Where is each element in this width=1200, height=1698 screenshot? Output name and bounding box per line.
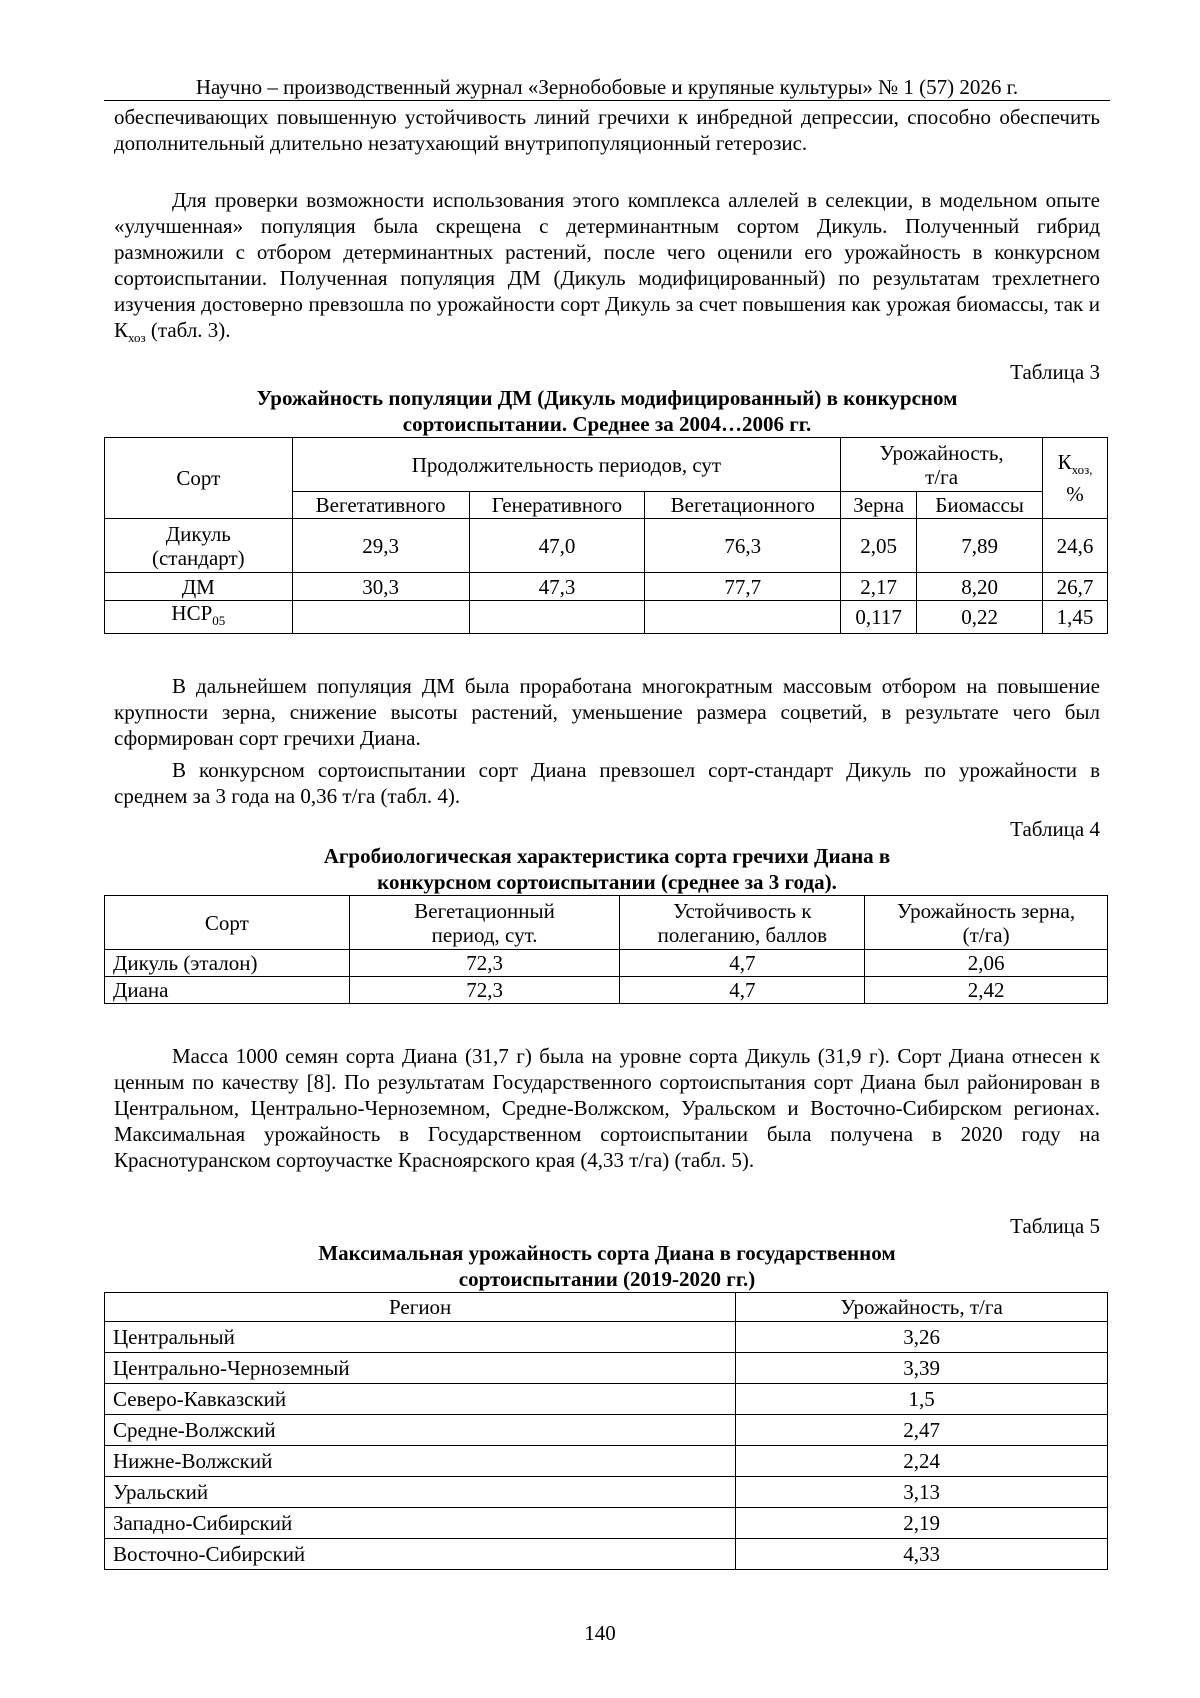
table-row [105, 977, 1108, 1004]
table-row [105, 519, 1108, 573]
cell-grain: 0,117 [841, 601, 917, 634]
table4-header-yield [865, 896, 1108, 950]
table4-caption: Таблица 4 [1010, 817, 1100, 841]
cell-region: Западно-Сибирский [105, 1508, 736, 1539]
table3-caption: Таблица 3 [1010, 360, 1100, 384]
header-line: Вегетационный [414, 898, 555, 923]
cell-region: Нижне-Волжский [105, 1446, 736, 1477]
table3-title [104, 385, 1110, 437]
table-row [105, 573, 1108, 601]
table3-header-periods: Продолжительность периодов, сут [292, 438, 841, 492]
cell-biomass: 7,89 [917, 519, 1043, 573]
cell-region: Центрально-Черноземный [105, 1353, 736, 1384]
header-line: Устойчивость к [673, 898, 812, 923]
cell-yield: 2,19 [736, 1508, 1108, 1539]
header-line: период, сут. [431, 922, 538, 947]
table5-caption: Таблица 5 [1010, 1214, 1100, 1238]
table-row [105, 1384, 1108, 1415]
cell-k: 26,7 [1043, 573, 1108, 601]
cell-period: 72,3 [349, 950, 620, 977]
cell-biomass: 8,20 [917, 573, 1043, 601]
table-row [105, 1539, 1108, 1570]
sort-name: Дикуль [165, 521, 231, 546]
table-row [105, 1353, 1108, 1384]
cell-yield: 3,39 [736, 1353, 1108, 1384]
table3-header-yield-line1: Урожайность, [879, 440, 1004, 465]
paragraph-hybrid-test [114, 187, 1100, 351]
k-sub: хоз, [1071, 462, 1093, 478]
table-row [105, 1322, 1108, 1353]
cell-empty [469, 601, 645, 634]
table3-header-gen: Генеративного [469, 492, 645, 519]
header-line: Урожайность зерна, [897, 898, 1076, 923]
table-row [105, 1415, 1108, 1446]
table4-header-sort: Сорт [105, 896, 350, 950]
cell-empty [292, 601, 469, 634]
table-row [105, 1508, 1108, 1539]
table4 [104, 895, 1108, 1004]
table4-title-line1: Агробиологическая характеристика сорта гречихи Диана в [323, 844, 891, 868]
cell-biomass: 0,22 [917, 601, 1043, 634]
cell-region: Средне-Волжский [105, 1415, 736, 1446]
cell-gen: 47,3 [469, 573, 645, 601]
table4-title-line2: конкурсном сортоиспытании (среднее за 3 года). [377, 870, 837, 894]
table5-header-row [105, 1293, 1108, 1322]
cell-region: Северо-Кавказский [105, 1384, 736, 1415]
table4-header-row [105, 896, 1108, 950]
table-row [105, 1477, 1108, 1508]
table5-header-yield: Урожайность, т/га [736, 1293, 1108, 1322]
paragraph-results: Масса 1000 семян сорта Диана (31,7 г) была на уровне сорта Дикуль (31,9 г). Сорт Диана отнесен к ценным по качеству [8]. По результатам Государственного сортоиспытания сорт Диана был районирован в Центральном, Центрально-Черноземном, Средне-Волжском, Уральском и Восточно-Сибирском регионах. Максимальная урожайность в Государственном сортоиспытании была получена в 2020 году на Краснотуранском сортоучастке Красноярского края (4,33 т/га) (табл. 5). [114, 1044, 1100, 1172]
cell-vegper: 76,3 [645, 519, 841, 573]
table3 [104, 437, 1108, 634]
cell-empty [645, 601, 841, 634]
table5-title [104, 1240, 1110, 1292]
paragraph-hybrid-text: Для проверки возможности использования этого комплекса аллелей в селекции, в модельном опыте «улучшенная» популяция была скрещена с детерминантным сортом Дикуль. Полученный гибрид размножили с отбором детерминантных растений, после чего оценили его урожайность в конкурсном сортоиспытании. Полученная популяция ДМ (Дикуль модифицированный) по результатам трехлетнего изучения достоверно превзошла по урожайности сорт Дикуль за счет повышения как урожая биомассы, так и К [114, 188, 1100, 342]
table3-header-k [1043, 438, 1108, 519]
cell-yield: 2,42 [865, 977, 1108, 1004]
cell-region: Уральский [105, 1477, 736, 1508]
table5-title-line2: сортоиспытании (2019-2020 гг.) [458, 1267, 756, 1291]
paragraph-comparison: В конкурсном сортоиспытании сорт Диана превзошел сорт-стандарт Дикуль по урожайности в среднем за 3 года на 0,36 т/га (табл. 4). [114, 758, 1100, 808]
cell-veg: 29,3 [292, 519, 469, 573]
k-percent: % [1066, 482, 1084, 507]
k-subscript: хоз [128, 330, 146, 346]
table4-header-lodging [620, 896, 865, 950]
table3-header-yield [841, 438, 1043, 492]
cell-yield: 2,24 [736, 1446, 1108, 1477]
table3-header-sort: Сорт [105, 438, 293, 519]
sort-note: (стандарт) [151, 545, 245, 570]
table5-title-line1: Максимальная урожайность сорта Диана в государственном [318, 1241, 896, 1265]
page-number: 140 [584, 1621, 616, 1645]
cell-region: Центральный [105, 1322, 736, 1353]
table3-header-grain: Зерна [841, 492, 917, 519]
table3-header-yield-line2: т/га [925, 464, 959, 489]
cell-region: Восточно-Сибирский [105, 1539, 736, 1570]
table3-nsr [105, 601, 293, 634]
cell-sort: Диана [105, 977, 350, 1004]
table3-header-biomass: Биомассы [917, 492, 1043, 519]
cell-k: 24,6 [1043, 519, 1108, 573]
cell-grain: 2,17 [841, 573, 917, 601]
nsr-sub: 05 [212, 613, 226, 629]
running-header: Научно – производственный журнал «Зернобобовые и крупяные культуры» № 1 (57) 2026 г. [104, 74, 1110, 101]
k-letter: К [1057, 449, 1072, 474]
cell-period: 72,3 [349, 977, 620, 1004]
header-line: (т/га) [962, 922, 1010, 947]
paragraph-selection: В дальнейшем популяция ДМ была проработана многократным массовым отбором на повышение крупности зерна, снижение высоты растений, уменьшение размера соцветий, в результате чего был сформирован сорт гречихи Диана. [114, 674, 1100, 750]
table3-sort-dm: ДМ [105, 573, 293, 601]
table4-title [104, 843, 1110, 895]
cell-yield: 2,06 [865, 950, 1108, 977]
table-row [105, 601, 1108, 634]
paragraph-continuation: обеспечивающих повышенную устойчивость линий гречихи к инбредной депрессии, способно обеспечить дополнительный длительно незатухающий внутрипопуляционный гетерозис. [114, 105, 1100, 155]
table5-header-region: Регион [105, 1293, 736, 1322]
table-row [105, 1446, 1108, 1477]
cell-grain: 2,05 [841, 519, 917, 573]
cell-sort: Дикуль (эталон) [105, 950, 350, 977]
table-row [105, 950, 1108, 977]
table3-header-vegper: Вегетационного [645, 492, 841, 519]
cell-lodging: 4,7 [620, 977, 865, 1004]
header-line: полеганию, баллов [657, 922, 828, 947]
cell-yield: 3,13 [736, 1477, 1108, 1508]
table4-header-period [349, 896, 620, 950]
cell-vegper: 77,7 [645, 573, 841, 601]
cell-yield: 1,5 [736, 1384, 1108, 1415]
cell-yield: 2,47 [736, 1415, 1108, 1446]
cell-yield: 4,33 [736, 1539, 1108, 1570]
cell-lodging: 4,7 [620, 950, 865, 977]
table3-title-line1: Урожайность популяции ДМ (Дикуль модифицированный) в конкурсном [256, 386, 958, 410]
cell-k: 1,45 [1043, 601, 1108, 634]
table3-title-line2: сортоиспытании. Среднее за 2004…2006 гг. [402, 412, 812, 436]
paragraph-hybrid-ref: (табл. 3). [145, 318, 231, 342]
cell-veg: 30,3 [292, 573, 469, 601]
table3-header-veg: Вегетативного [292, 492, 469, 519]
nsr-label: НСР [171, 601, 213, 625]
cell-gen: 47,0 [469, 519, 645, 573]
table3-header-row [105, 438, 1108, 492]
cell-yield: 3,26 [736, 1322, 1108, 1353]
table3-sort-dikul [105, 519, 293, 573]
table5 [104, 1292, 1108, 1570]
